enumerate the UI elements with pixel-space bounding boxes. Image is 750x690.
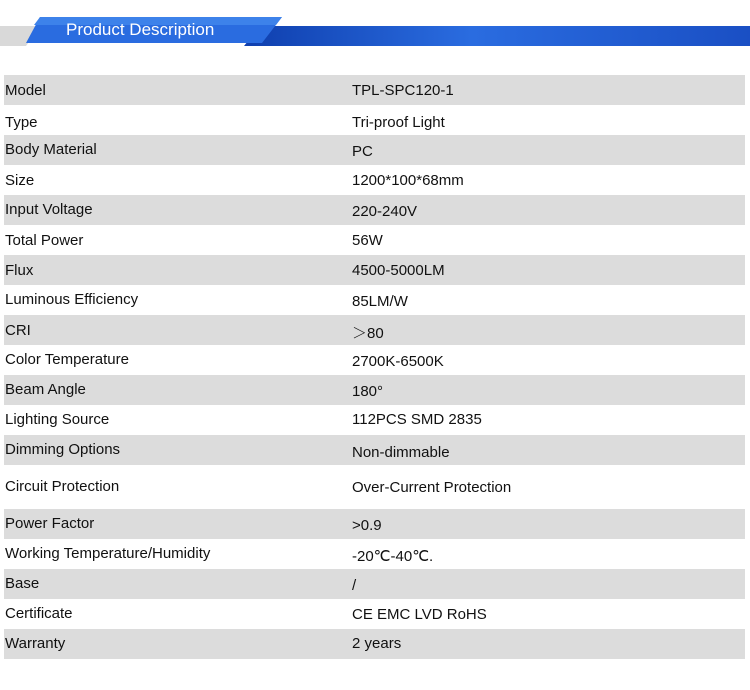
row-label: Luminous Efficiency: [5, 291, 139, 308]
row-value: /: [352, 577, 357, 594]
row-value: 85LM/W: [352, 293, 408, 310]
row-value: 180°: [352, 383, 384, 400]
table-row: [4, 75, 745, 105]
table-row: [4, 569, 745, 599]
table-row: [4, 539, 745, 569]
row-value: -20℃-40℃.: [352, 548, 434, 565]
row-label: Flux: [5, 262, 34, 279]
section-title: Product Description: [66, 20, 215, 39]
row-value: 4500-5000LM: [352, 262, 445, 279]
table-row: [4, 375, 745, 405]
row-label: Type: [5, 114, 38, 131]
table-row: [4, 255, 745, 285]
row-value: PC: [352, 143, 373, 160]
row-value: Over-Current Protection: [352, 479, 512, 496]
row-value: Non-dimmable: [352, 444, 450, 461]
section-header: [0, 0, 750, 48]
row-label: Power Factor: [5, 515, 95, 532]
row-label: Beam Angle: [5, 381, 86, 398]
row-label: CRI: [5, 322, 31, 339]
table-row: [4, 165, 745, 195]
row-value: 112PCS SMD 2835: [352, 411, 482, 428]
row-value: 56W: [352, 232, 383, 249]
row-label: Dimming Options: [5, 441, 121, 458]
row-value: ＞80: [352, 325, 384, 342]
row-label: Input Voltage: [5, 201, 93, 218]
row-value: 2700K-6500K: [352, 353, 444, 370]
row-label: Model: [5, 82, 46, 99]
row-label: Size: [5, 172, 35, 189]
table-row: [4, 105, 745, 135]
table-row: [4, 285, 745, 315]
row-value: Tri-proof Light: [352, 114, 445, 131]
row-value: 2 years: [352, 635, 402, 652]
row-label: Warranty: [5, 635, 66, 652]
table-row: [4, 225, 745, 255]
row-label: Body Material: [5, 141, 97, 158]
row-label: Working Temperature/Humidity: [5, 545, 211, 562]
table-row: [4, 315, 745, 345]
table-row: [4, 629, 745, 659]
row-label: Total Power: [5, 232, 84, 249]
row-value: CE EMC LVD RoHS: [352, 606, 487, 623]
row-label: Color Temperature: [5, 351, 129, 368]
spec-table: [4, 75, 745, 659]
table-row: [4, 195, 745, 225]
table-row: [4, 509, 745, 539]
row-value: 220-240V: [352, 203, 418, 220]
row-value: >0.9: [352, 517, 382, 534]
row-value: TPL-SPC120-1: [352, 82, 454, 99]
row-label: Circuit Protection: [5, 478, 120, 495]
row-label: Certificate: [5, 605, 73, 622]
row-label: Base: [5, 575, 40, 592]
table-row: [4, 465, 745, 509]
table-row: [4, 435, 745, 465]
table-row: [4, 135, 745, 165]
row-label: Lighting Source: [5, 411, 110, 428]
table-row: [4, 345, 745, 375]
row-value: 1200*100*68mm: [352, 172, 464, 189]
table-row: [4, 599, 745, 629]
table-row: [4, 405, 745, 435]
